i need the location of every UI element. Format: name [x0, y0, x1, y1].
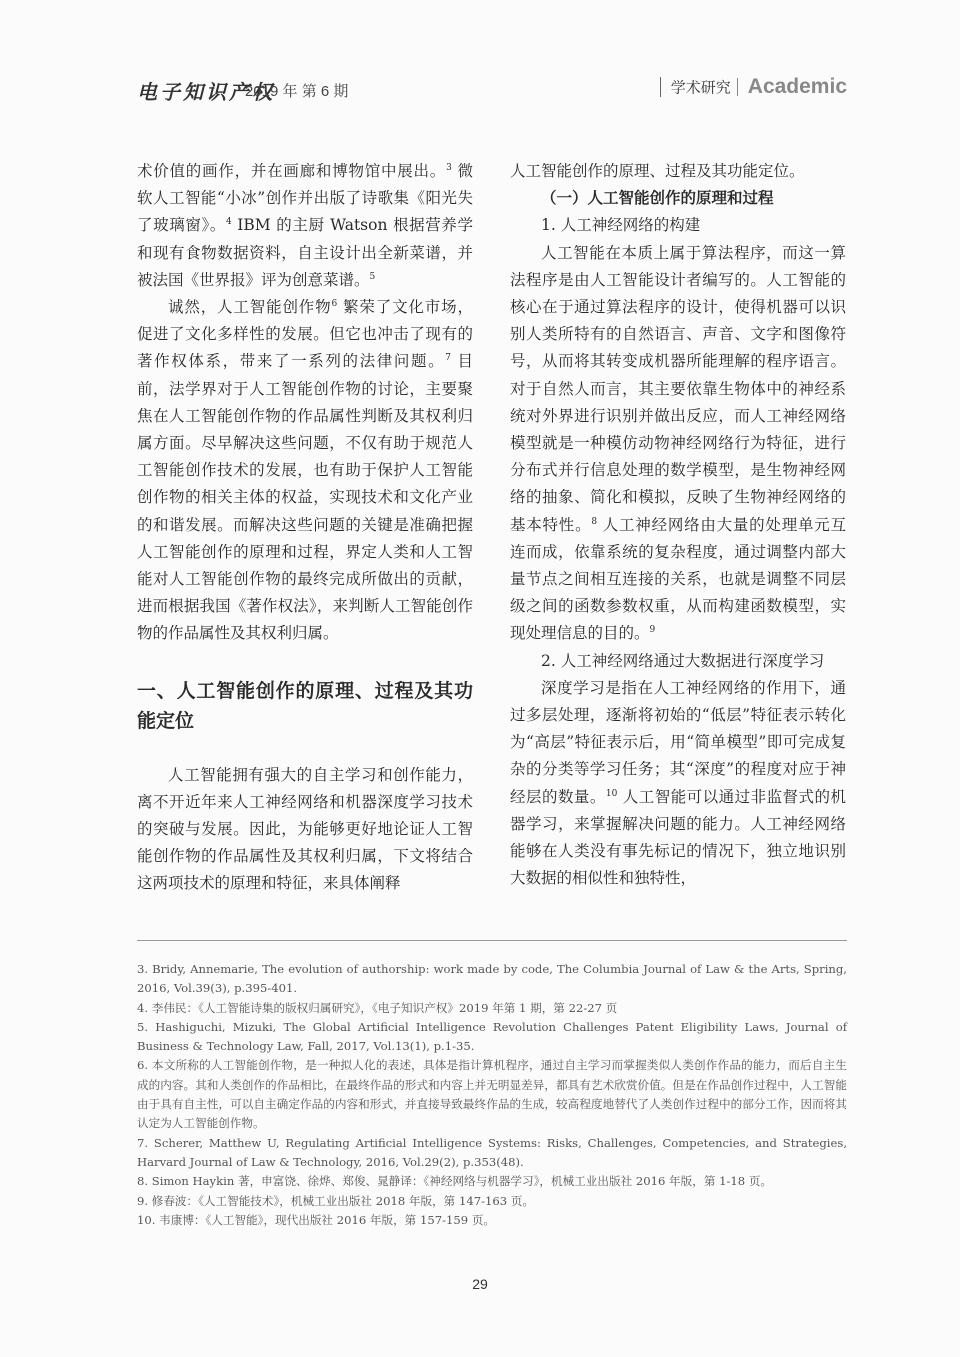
section-heading: 一、人工智能创作的原理、过程及其功能定位: [137, 679, 473, 732]
journal-masthead: 电子知识产权: [137, 80, 275, 104]
right-column: [510, 158, 846, 892]
paragraph: 人工智能创作的原理、过程及其功能定位。: [510, 162, 805, 180]
paragraph: 人工智能拥有强大的自主学习和创作能力，离不开近年来人工神经网络和机器深度学习技术的突破与发展。因此，为能够更好地论证人工智能创作物的作品属性及其权利归属，下文将结合这两项技术的原理和特征，来具体阐释: [137, 765, 473, 893]
footnote-ref[interactable]: 4: [225, 217, 232, 228]
subsection-heading: （一）人工智能创作的原理和过程: [541, 189, 774, 208]
divider: [660, 77, 661, 97]
paragraph: 深度学习是指在人工神经网络的作用下，通过多层处理，逐渐将初始的“低层”特征表示转化为“高层”特征表示后，用“简单模型”即可完成复杂的分类等学习任务；其“深度”的程度对应于神经层的数量。$^{10}$ 人工智能可以通过非监督式的机器学习，来掌握解决问题的能力。人工神经网络能够在人类没有事先标记的情况下，独立地识别大数据的相似性和独特性，: [510, 678, 846, 888]
page-number: 29: [472, 1276, 488, 1292]
footnote: 7. Scherer, Matthew U, Regulating Artificial Intelligence Systems: Risks, Challenges, Competencies, and Strategies, Harvard Journal of Law & Technology, 2016, Vol.29(2), p.353(48).: [137, 1135, 847, 1169]
divider: [737, 78, 738, 96]
section-en: Academic: [747, 75, 847, 98]
footnote-ref[interactable]: 9: [649, 625, 656, 636]
sub-heading: 2. 人工神经网络通过大数据进行深度学习: [541, 651, 825, 670]
footnote: 4. 李伟民：《人工智能诗集的版权归属研究》，《电子知识产权》2019 年第 1 期，第 22-27 页: [137, 1000, 618, 1015]
footnote-divider: [137, 940, 847, 941]
section-label: [660, 75, 847, 99]
footnote: 3. Bridy, Annemarie, The evolution of authorship: work made by code, The Columbia Journal of Law & the Arts, Spring, 2016, Vol.39(3), p.395-401.: [137, 962, 847, 996]
footnote-ref[interactable]: 8: [591, 516, 598, 527]
paragraph: 诚然，人工智能创作物$^6$ 繁荣了文化市场，促进了文化多样性的发展。但它也冲击了现有的著作权体系，带来了一系列的法律问题。$^7$ 目前，法学界对于人工智能创作物的讨论，主要聚焦在人工智能创作物的作品属性判断及其权利归属方面。尽早解决这些问题，不仅有助于规范人工智能创作技术的发展，也有助于保护人工智能创作物的相关主体的权益，实现技术和文化产业的和谐发展。而解决这些问题的关键是准确把握人工智能创作的原理和过程，界定人类和人工智能对人工智能创作物的最终完成所做出的贡献，进而根据我国《著作权法》，来判断人工智能创作物的作品属性及其权利归属。: [137, 298, 473, 643]
footnote-ref[interactable]: 5: [369, 271, 376, 282]
footnote-ref[interactable]: 3: [446, 162, 452, 173]
issue-label: 2019 年 第 6 期: [245, 83, 349, 100]
footnote: 6. 本文所称的人工智能创作物，是一种拟人化的表述，具体是指计算机程序，通过自主学习而掌握类似人类创作作品的能力，而后自主生成的内容。其和人类创作的作品相比，在最终作品的形式和内容上并无明显差异，都具有艺术欣赏价值。但是在作品创作过程中，人工智能由于具有自主性，可以自主确定作品的内容和形式，并直接导致最终作品的生成，较高程度地替代了人类创作过程中的部分工作，因而将其认定为人工智能创作物。: [137, 1058, 847, 1131]
page-header: [137, 72, 847, 106]
footnote-ref[interactable]: 10: [605, 788, 618, 799]
paragraph: 术价值的画作，并在画廊和博物馆中展出。$^3$ 微软人工智能“小冰”创作并出版了诗歌集《阳光失了玻璃窗》。$^4$ IBM 的主厨 Watson 根据营养学和现有食物数据资料，自主设计出全新菜谱，并被法国《世界报》评为创意菜谱。$^5$: [137, 162, 473, 289]
footnote: 9. 修春波：《人工智能技术》，机械工业出版社 2018 年版，第 147-163 页。: [137, 1193, 535, 1208]
footnotes: [137, 960, 847, 1230]
footnote: 10. 韦康博：《人工智能》，现代出版社 2016 年版，第 157-159 页。: [137, 1212, 496, 1227]
left-column: [137, 158, 473, 898]
section-zh: 学术研究: [670, 79, 731, 97]
paragraph: 人工智能在本质上属于算法程序，而这一算法程序是由人工智能设计者编写的。人工智能的核心在于通过算法程序的设计，使得机器可以识别人类所特有的自然语言、声音、文字和图像符号，从而将其转变成机器所能理解的程序语言。对于自然人而言，其主要依靠生物体中的神经系统对外界进行识别并做出反应，而人工神经网络模型就是一种模仿动物神经网络行为特征，进行分布式并行信息处理的数学模型，是生物神经网络的抽象、简化和模拟，反映了生物神经网络的基本特性。$^8$ 人工神经网络由大量的处理单元互连而成，依靠系统的复杂程度，通过调整内部大量节点之间相互连接的关系，也就是调整不同层级之间的函数参数权重，从而构建函数模型，实现处理信息的目的。$^9$: [510, 243, 846, 643]
footnote-ref[interactable]: 6: [331, 298, 338, 309]
footnote: 5. Hashiguchi, Mizuki, The Global Artificial Intelligence Revolution Challenges Patent Eligibility Laws, Journal of Business & Technology Law, Fall, 2017, Vol.13(1), p.1-35.: [137, 1019, 847, 1054]
sub-heading: 1. 人工神经网络的构建: [541, 216, 701, 235]
footnote-ref[interactable]: 7: [445, 353, 451, 364]
footnote: 8. Simon Haykin 著，申富饶、徐烨、郑俊、晁静译：《神经网络与机器学习》，机械工业出版社 2016 年版，第 1-18 页。: [137, 1174, 773, 1189]
